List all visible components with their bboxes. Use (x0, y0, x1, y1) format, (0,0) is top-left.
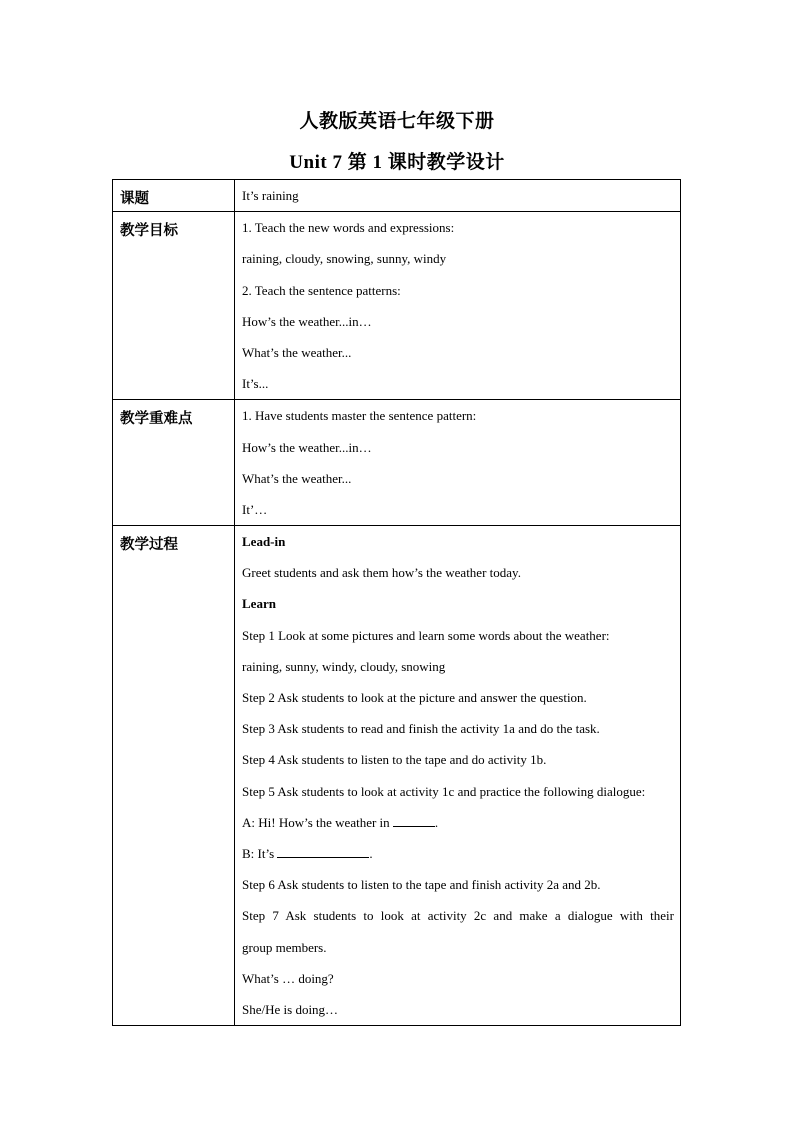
dialogue-a (242, 807, 674, 838)
objective-line: How’s the weather...in… (242, 313, 372, 329)
step-5: Step 5 Ask students to look at activity 1c and practice the following dialogue: (242, 783, 646, 799)
lead-in-text: Greet students and ask them how’s the weather today. (242, 565, 521, 581)
topic-label: 课题 (113, 180, 235, 212)
topic-content (235, 180, 681, 212)
process-label: 教学过程 (113, 526, 235, 1026)
document-title: 人教版英语七年级下册 (299, 111, 495, 132)
learn-heading: Learn (242, 596, 276, 612)
step-6: Step 6 Ask students to listen to the tape and finish activity 2a and 2b. (242, 877, 601, 893)
objectives-label: 教学目标 (113, 212, 235, 400)
key-point-line: 1. Have students master the sentence pattern: (242, 408, 477, 424)
step-7-line-1: Step 7 Ask students to look at activity 2c and make a dialogue with their (242, 908, 674, 924)
step-3: Step 3 Ask students to read and finish the activity 1a and do the task. (242, 721, 600, 737)
row-topic (113, 180, 681, 212)
lead-in-heading: Lead-in (242, 534, 286, 550)
objectives-content (235, 212, 681, 400)
dialogue-b-suffix: . (369, 845, 373, 861)
step-1-words: raining, sunny, windy, cloudy, snowing (242, 658, 446, 674)
step-4: Step 4 Ask students to listen to the tape and do activity 1b. (242, 752, 547, 768)
process-content (235, 526, 681, 1026)
lesson-plan-table (112, 179, 681, 1026)
step-1: Step 1 Look at some pictures and learn some words about the weather: (242, 627, 610, 643)
objective-line: It’s... (242, 376, 269, 392)
row-key-points (113, 400, 681, 526)
dialogue-b (242, 838, 674, 869)
topic-value: It’s raining (242, 188, 299, 203)
objective-line: What’s the weather... (242, 344, 352, 360)
key-points-label: 教学重难点 (113, 400, 235, 526)
she-he-doing: She/He is doing… (242, 1001, 339, 1017)
step-2: Step 2 Ask students to look at the picture and answer the question. (242, 690, 587, 705)
whats-doing: What’s … doing? (242, 970, 334, 986)
objective-line: 1. Teach the new words and expressions: (242, 220, 455, 236)
key-point-line: It’… (242, 501, 268, 517)
dialogue-b-prefix: B: It’s (242, 845, 275, 861)
key-point-line: How’s the weather...in… (242, 439, 372, 455)
objective-line: 2. Teach the sentence patterns: (242, 282, 401, 298)
objective-line: raining, cloudy, snowing, sunny, windy (242, 251, 447, 267)
dialogue-a-suffix: . (434, 814, 439, 830)
dialogue-a-prefix: A: Hi! How’s the weather in (242, 814, 390, 830)
key-point-line: What’s the weather... (242, 470, 352, 486)
document-subtitle: Unit 7 第 1 课时教学设计 (289, 152, 505, 173)
step-7-line-2: group members. (242, 939, 327, 955)
row-process (113, 526, 681, 1026)
fill-blank (393, 809, 435, 827)
fill-blank (277, 840, 369, 858)
row-objectives (113, 212, 681, 400)
key-points-content (235, 400, 681, 526)
